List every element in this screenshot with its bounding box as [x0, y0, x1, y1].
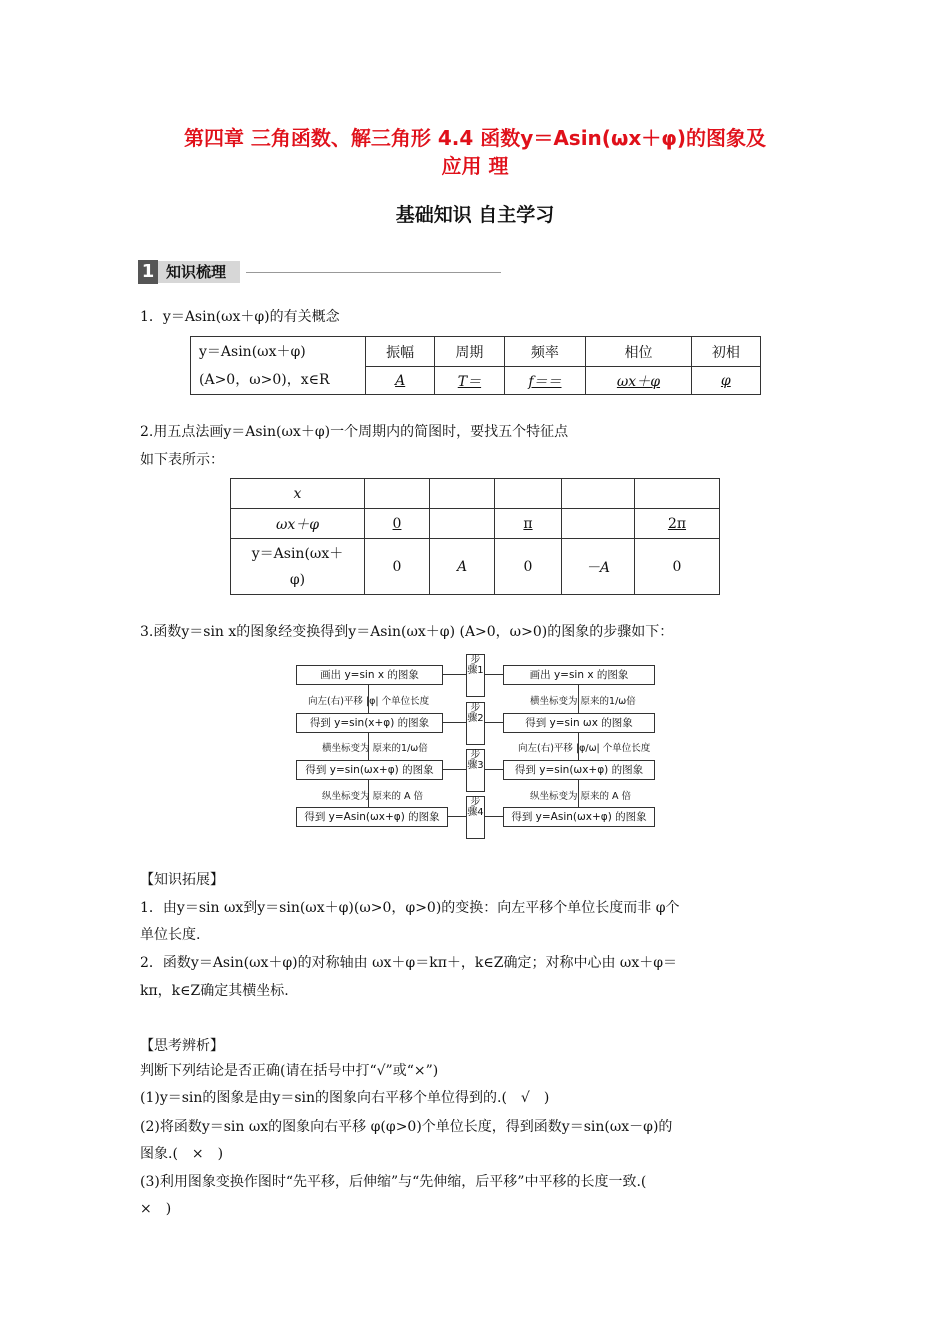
extension-2-line-1: 2．函数y＝Asin(ωx＋φ)的对称轴由 ωx＋φ＝kπ＋，k∈Z确定；对称中心由 ωx＋φ＝	[140, 955, 678, 971]
row-label	[231, 539, 365, 595]
transform-flowchart	[290, 650, 660, 840]
connector	[447, 816, 466, 817]
right-label-2: 向左(右)平移 |φ/ω| 个单位长度	[518, 743, 651, 754]
think-item-2-line-1: (2)将函数y＝sin ωx的图象向右平移 φ(φ>0)个单位长度，得到函数y＝sin(ωx－φ)的	[140, 1119, 673, 1135]
header-cell: 相位	[586, 337, 691, 367]
extension-1-line-2: 单位长度.	[140, 927, 201, 943]
empty-cell	[495, 479, 562, 509]
value-text: －A	[585, 559, 611, 576]
section-number: 1	[138, 260, 158, 284]
value-cell	[562, 509, 635, 539]
empty-cell	[365, 479, 430, 509]
value-cell	[430, 539, 495, 595]
value-cell	[635, 509, 720, 539]
concept-row-label	[191, 337, 366, 395]
concept-row-label-2: (A>0，ω>0)，x∈R	[199, 371, 330, 388]
step-1: 步骤1	[466, 654, 485, 697]
left-box-4: 得到 y=Asin(ωx+φ) 的图象	[296, 807, 448, 827]
value-cell	[435, 367, 504, 395]
value-text: 2π	[667, 515, 687, 532]
step-4: 步骤4	[466, 796, 485, 839]
right-box-3: 得到 y=sin(ωx+φ) 的图象	[503, 760, 655, 780]
value-cell	[562, 539, 635, 595]
extension-2-line-2: kπ，k∈Z确定其横坐标.	[140, 983, 289, 999]
section-rule	[246, 272, 501, 273]
concept-row-label-1: y＝Asin(ωx＋φ)	[199, 343, 306, 360]
paragraph-3: 3.函数y＝sin x的图象经变换得到y＝Asin(ωx＋φ) (A>0，ω>0)的图象的步骤如下：	[140, 624, 674, 640]
think-item-3-line-1: (3)利用图象变换作图时“先平移，后伸缩”与“先伸缩，后平移”中平移的长度一致.(	[140, 1174, 647, 1190]
paragraph-2-line-2: 如下表所示：	[140, 452, 224, 468]
value-text: A	[395, 372, 406, 389]
value-cell	[366, 367, 435, 395]
page-title	[100, 124, 850, 180]
row-label-text: x	[293, 485, 302, 502]
connector	[442, 722, 466, 723]
header-cell: 频率	[504, 337, 586, 367]
paragraph-2-line-1: 2.用五点法画y＝Asin(ωx＋φ)一个周期内的简图时，要找五个特征点	[140, 424, 569, 440]
title-line-2: 应用 理	[441, 154, 509, 178]
value-cell	[691, 367, 760, 395]
right-box-2: 得到 y=sin ωx 的图象	[503, 713, 655, 733]
value-text: π	[523, 515, 533, 532]
left-box-3: 得到 y=sin(ωx+φ) 的图象	[296, 760, 443, 780]
connector	[484, 674, 503, 675]
value-cell	[430, 509, 495, 539]
value-cell	[495, 509, 562, 539]
value-cell: 0	[495, 539, 562, 595]
value-text: f＝＝	[528, 373, 562, 390]
value-text: A	[456, 558, 468, 575]
row-label-text: ωx＋φ	[275, 516, 320, 533]
step-2: 步骤2	[466, 702, 485, 745]
section-label: 知识梳理	[158, 261, 240, 283]
think-intro: 判断下列结论是否正确(请在括号中打“√”或“×”)	[140, 1063, 439, 1079]
header-cell: 振幅	[366, 337, 435, 367]
left-box-2: 得到 y=sin(x+φ) 的图象	[296, 713, 443, 733]
right-label-1: 横坐标变为 原来的1/ω倍	[530, 696, 636, 707]
value-text: φ	[720, 372, 731, 389]
right-box-4: 得到 y=Asin(ωx+φ) 的图象	[503, 807, 655, 827]
think-item-2-line-2: 图象.( × )	[140, 1146, 224, 1162]
header-cell: 周期	[435, 337, 504, 367]
left-label-3: 纵坐标变为 原来的 A 倍	[322, 791, 424, 802]
think-heading: 【思考辨析】	[140, 1038, 224, 1054]
row-label-line-2: φ)	[289, 571, 306, 588]
empty-cell	[430, 479, 495, 509]
value-cell: 0	[365, 539, 430, 595]
step-3: 步骤3	[466, 749, 485, 792]
header-cell: 初相	[691, 337, 760, 367]
value-cell	[586, 367, 691, 395]
connector	[484, 769, 503, 770]
value-text: 0	[392, 515, 402, 532]
left-label-1: 向左(右)平移 |φ| 个单位长度	[308, 696, 430, 707]
subtitle: 基础知识 自主学习	[395, 204, 555, 226]
paragraph-1: 1．y＝Asin(ωx＋φ)的有关概念	[140, 309, 340, 325]
section-heading	[138, 260, 501, 284]
connector	[484, 722, 503, 723]
connector	[442, 674, 466, 675]
row-label	[231, 479, 365, 509]
think-item-3-line-2: × )	[140, 1201, 172, 1217]
value-cell	[504, 367, 586, 395]
extension-heading: 【知识拓展】	[140, 872, 224, 888]
connector	[484, 816, 503, 817]
left-label-2: 横坐标变为 原来的1/ω倍	[322, 743, 428, 754]
row-label	[231, 509, 365, 539]
left-box-1: 画出 y=sin x 的图象	[296, 665, 443, 685]
concept-table	[190, 336, 761, 395]
value-text: ωx＋φ	[616, 373, 661, 390]
empty-cell	[562, 479, 635, 509]
value-cell	[365, 509, 430, 539]
title-line-1: 第四章 三角函数、解三角形 4.4 函数y＝Asin(ωx＋φ)的图象及	[183, 126, 767, 150]
think-item-1: (1)y＝sin的图象是由y＝sin的图象向右平移个单位得到的.( √ )	[140, 1090, 550, 1106]
right-box-1: 画出 y=sin x 的图象	[503, 665, 655, 685]
row-label-line-1: y＝Asin(ωx＋	[251, 545, 344, 562]
value-text: T＝	[457, 373, 482, 390]
right-label-3: 纵坐标变为 原来的 A 倍	[530, 791, 632, 802]
empty-cell	[635, 479, 720, 509]
five-point-table	[230, 478, 720, 595]
value-cell: 0	[635, 539, 720, 595]
connector	[442, 769, 466, 770]
extension-1-line-1: 1．由y＝sin ωx到y＝sin(ωx＋φ)(ω>0，φ>0)的变换：向左平移个单位长度而非 φ个	[140, 900, 680, 916]
